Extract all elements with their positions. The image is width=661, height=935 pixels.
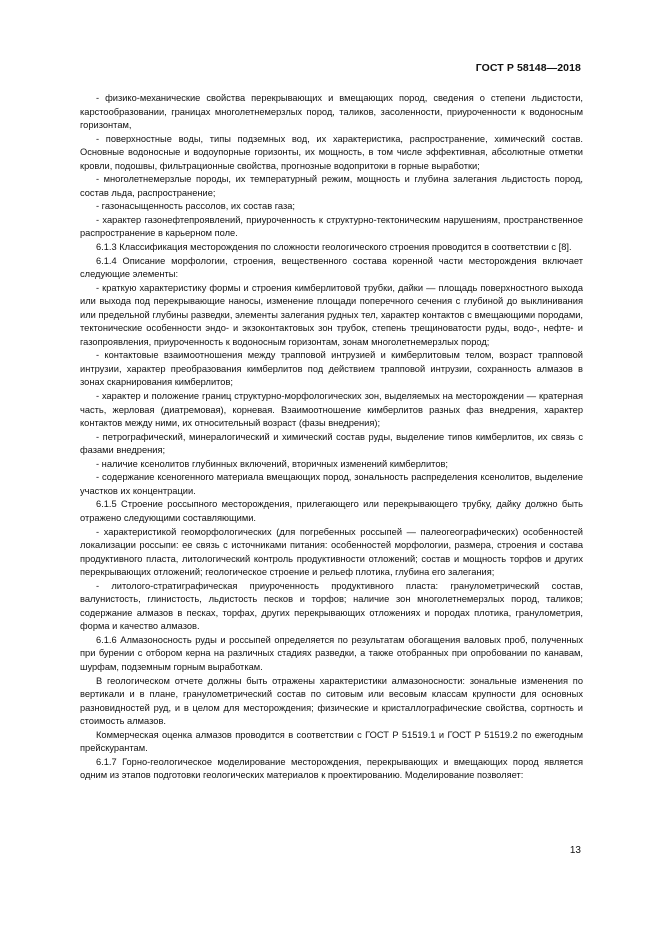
paragraph: - газонасыщенность рассолов, их состав газа; <box>96 201 296 212</box>
paragraph: - характер газонефтепроявлений, приуроченность к структурно-тектоническим нарушениям, пространственное распространение в карьерном поле. <box>80 214 583 239</box>
paragraph: - содержание ксеногенного материала вмещающих пород, зональность распределения ксенолитов, выделение участков их концентрации. <box>80 472 583 496</box>
paragraph: 6.1.7 Горно-геологическое моделирование месторождения, перекрывающих и вмещающих пород является одним из этапов подготовки геологических материалов к проектированию. Моделирование позволяет: <box>80 756 583 781</box>
paragraph: - многолетнемерзлые породы, их температурный режим, мощность и глубина залегания льдистость пород, состав льда, распространение; <box>80 174 583 198</box>
paragraph: 6.1.3 Классификация месторождения по сложности геологического строения проводится в соответствии с [8]. <box>96 242 572 253</box>
document-header-standard-id: ГОСТ Р 58148—2018 <box>475 62 581 74</box>
paragraph: 6.1.4 Описание морфологии, строения, вещественного состава коренной части месторождения включает следующие элементы: <box>80 255 583 280</box>
paragraph: 6.1.5 Строение россыпного месторождения, прилегающего или перекрывающего трубку, дайку должно быть отражено следующими составляющими. <box>80 499 583 523</box>
paragraph: - физико-механические свойства перекрывающих и вмещающих пород, сведения о степени льдистости, карстообразовании, границах многолетнемерзлых пород, таликов, засоленности, приуроченности к водоносным горизонтам, <box>80 93 583 131</box>
paragraph: Коммерческая оценка алмазов проводится в соответствии с ГОСТ Р 51519.1 и ГОСТ Р 51519.2 по ежегодным прейскурантам. <box>80 729 583 754</box>
paragraph: - характер и положение границ структурно-морфологических зон, выделяемых на месторождении — кратерная часть, жерловая (диатремовая), корневая. Взаимоотношение кимберлитов разных фаз внедрения, характер контактов между ними, их относительный возраст (фазы внедрения); <box>80 391 583 429</box>
paragraph: В геологическом отчете должны быть отражены характеристики алмазоносности: зональные изменения по вертикали и в плане, гранулометрический состав по ситовым или весовым классам крупности для основных разновидностей руд, и в целом для месторождения; физические и кристаллографические свойства, сортность и стоимость алмазов. <box>80 675 583 727</box>
paragraph: - поверхностные воды, типы подземных вод, их характеристика, распространение, химический состав. Основные водоносные и водоупорные горизонты, их мощность, в том числе эффективная, абсолютные отметки кровли, подошвы, фильтрационные свойства, прогнозные водопритоки в горные выработки; <box>80 133 583 171</box>
paragraph: 6.1.6 Алмазоносность руды и россыпей определяется по результатам обогащения валовых проб, полученных при бурении с отбором керна на различных стадиях разведки, а также отобранных при опробовании по канавам, шурфам, подземным горным выработкам. <box>80 634 583 672</box>
page-number: 13 <box>569 845 581 856</box>
paragraph: - краткую характеристику формы и строения кимберлитовой трубки, дайки — площадь поверхностного выхода или выхода под перекрывающие наносы, изменение площади поперечного сечения с глубиной до выклинивания или предельной глубины разведки, элементы залегания рудных тел, характер контактов с вмещающими породами, тектонические особенности эндо- и экзоконтактовых зон трубок, степень трещиноватости руды, водо-, нефте- и газопроявления, приуроченность к водоносным горизонтам, зонам многолетнемерзлых пород; <box>80 282 583 347</box>
paragraph: - контактовые взаимоотношения между трапповой интрузией и кимберлитовым телом, возраст трапповой интрузии, характер преобразования кимберлитов под действием трапповой интрузии, сохранность алмазов в зонах скарнирования кимберлитов; <box>80 350 583 388</box>
paragraph: - наличие ксенолитов глубинных включений, вторичных изменений кимберлитов; <box>96 458 449 469</box>
paragraph: - петрографический, минералогический и химический состав руды, выделение типов кимберлитов, их связь с фазами внедрения; <box>80 431 583 456</box>
paragraph: - характеристикой геоморфологических (для погребенных россыпей — палеогеографических) особенностей локализации россыпи: ее связь с источниками питания: особенностей морфологии, размера, строения и состава продуктивного пласта, литологический контроль продуктивности отложений; состав и мощность торфов и других перекрывающих отложений; геологическое строение и рельеф плотика, глубина его залегания; <box>80 526 583 578</box>
paragraph: - литолого-стратиграфическая приуроченность продуктивного пласта: гранулометрический состав, валунистость, глинистость, льдистость песков и торфов; наличие зон многолетнемерзлых пород, таликов; содержание алмазов в песках, торфах, других перекрывающих отложениях и породах плотика, гранулометрия, форма и качество алмазов. <box>80 580 583 632</box>
document-body <box>80 92 583 783</box>
